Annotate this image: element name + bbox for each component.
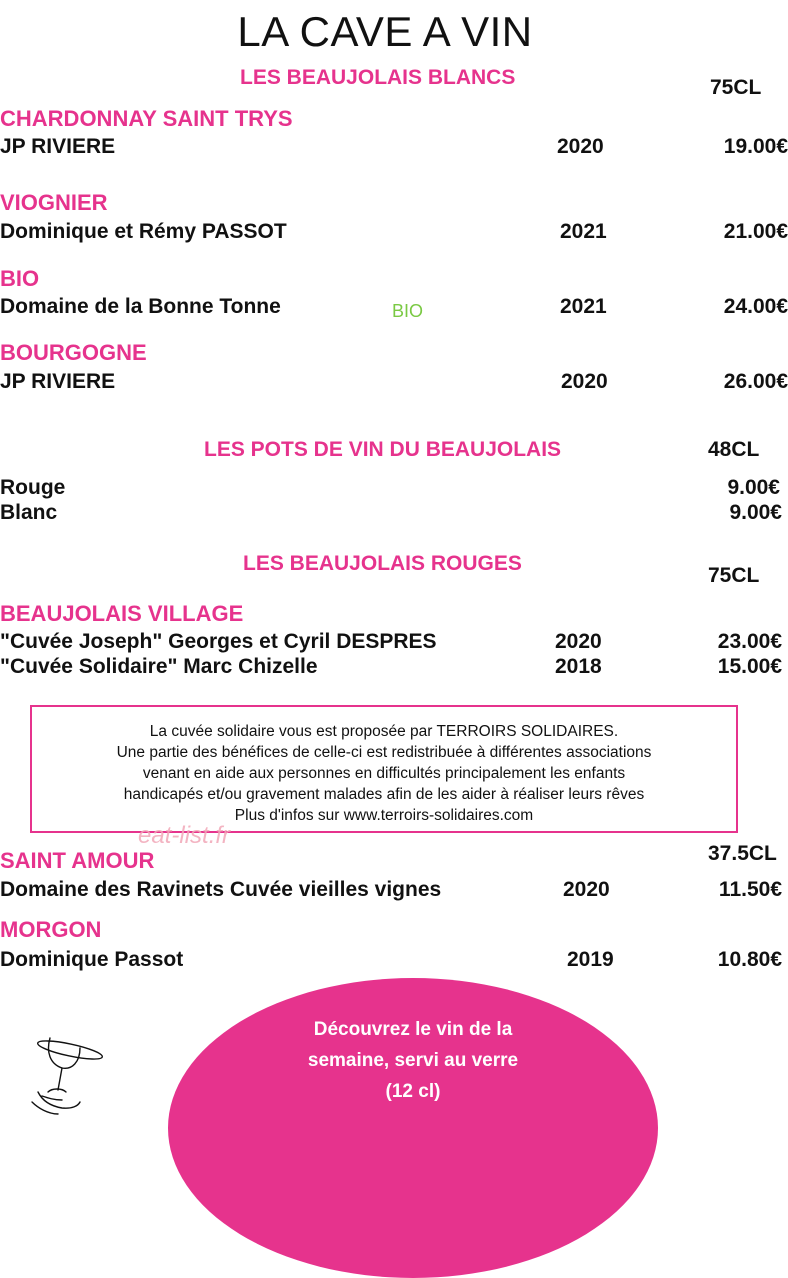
section-heading-rouges: LES BEAUJOLAIS ROUGES xyxy=(243,552,522,575)
size-label-blancs: 75CL xyxy=(710,76,762,99)
wine-name: "Cuvée Solidaire" Marc Chizelle xyxy=(0,655,318,678)
year-label: 2019 xyxy=(567,948,614,971)
year-label: 2021 xyxy=(560,295,607,318)
price-label: 11.50€ xyxy=(718,878,782,901)
producer-label: Domaine de la Bonne Tonne xyxy=(0,295,281,318)
year-label: 2020 xyxy=(561,370,608,393)
year-label: 2018 xyxy=(555,655,602,678)
note-line: La cuvée solidaire vous est proposée par TERROIRS SOLIDAIRES. xyxy=(149,723,619,740)
solidarity-note-box xyxy=(30,705,738,833)
price-label: 19.00€ xyxy=(723,135,788,158)
section-heading-blancs: LES BEAUJOLAIS BLANCS xyxy=(240,66,516,89)
watermark: eat-list.fr xyxy=(138,822,231,849)
size-label-rouges: 75CL xyxy=(708,564,760,587)
price-label: 9.00€ xyxy=(729,501,782,524)
pot-name: Rouge xyxy=(0,476,66,499)
price-label: 10.80€ xyxy=(717,948,782,971)
category-chardonnay: CHARDONNAY SAINT TRYS xyxy=(0,106,293,131)
note-line: handicapés et/ou gravement malades afin de les aider à réaliser leurs rêves xyxy=(123,786,645,803)
price-label: 21.00€ xyxy=(723,220,788,243)
category-bourgogne: BOURGOGNE xyxy=(0,340,147,365)
category-viognier: VIOGNIER xyxy=(0,190,108,215)
category-bio: BIO xyxy=(0,266,40,291)
promo-line: (12 cl) xyxy=(385,1081,441,1102)
producer-label: Dominique Passot xyxy=(0,948,184,971)
promo-line: semaine, servi au verre xyxy=(307,1050,519,1071)
category-beaujolais-village: BEAUJOLAIS VILLAGE xyxy=(0,601,244,626)
bio-tag: BIO xyxy=(392,301,424,321)
year-label: 2020 xyxy=(555,630,602,653)
producer-label: JP RIVIERE xyxy=(0,370,116,393)
size-label-small: 37.5CL xyxy=(708,842,777,865)
year-label: 2020 xyxy=(557,135,604,158)
note-line: Plus d'infos sur www.terroirs-solidaires.com xyxy=(234,807,534,824)
promo-line: Découvrez le vin de la xyxy=(313,1019,513,1040)
price-label: 24.00€ xyxy=(723,295,788,318)
price-label: 15.00€ xyxy=(717,655,782,678)
year-label: 2021 xyxy=(560,220,607,243)
producer-label: JP RIVIERE xyxy=(0,135,116,158)
section-heading-pots: LES POTS DE VIN DU BEAUJOLAIS xyxy=(204,438,562,461)
price-label: 26.00€ xyxy=(723,370,788,393)
size-label-pots: 48CL xyxy=(708,438,760,461)
wine-name: "Cuvée Joseph" Georges et Cyril DESPRES xyxy=(0,630,437,653)
note-line: venant en aide aux personnes en difficultés principalement les enfants xyxy=(142,765,626,782)
pot-name: Blanc xyxy=(0,501,58,524)
producer-label: Dominique et Rémy PASSOT xyxy=(0,220,287,243)
price-label: 9.00€ xyxy=(727,476,780,499)
promo-text xyxy=(253,1014,573,1107)
wine-glass-hand-icon xyxy=(28,1030,108,1115)
category-morgon: MORGON xyxy=(0,917,102,942)
note-line: Une partie des bénéfices de celle-ci est redistribuée à différentes associations xyxy=(116,744,652,761)
year-label: 2020 xyxy=(563,878,610,901)
price-label: 23.00€ xyxy=(717,630,782,653)
category-saint-amour: SAINT AMOUR xyxy=(0,848,155,873)
page-title: LA CAVE A VIN xyxy=(237,8,533,55)
producer-label: Domaine des Ravinets Cuvée vieilles vignes xyxy=(0,878,442,901)
